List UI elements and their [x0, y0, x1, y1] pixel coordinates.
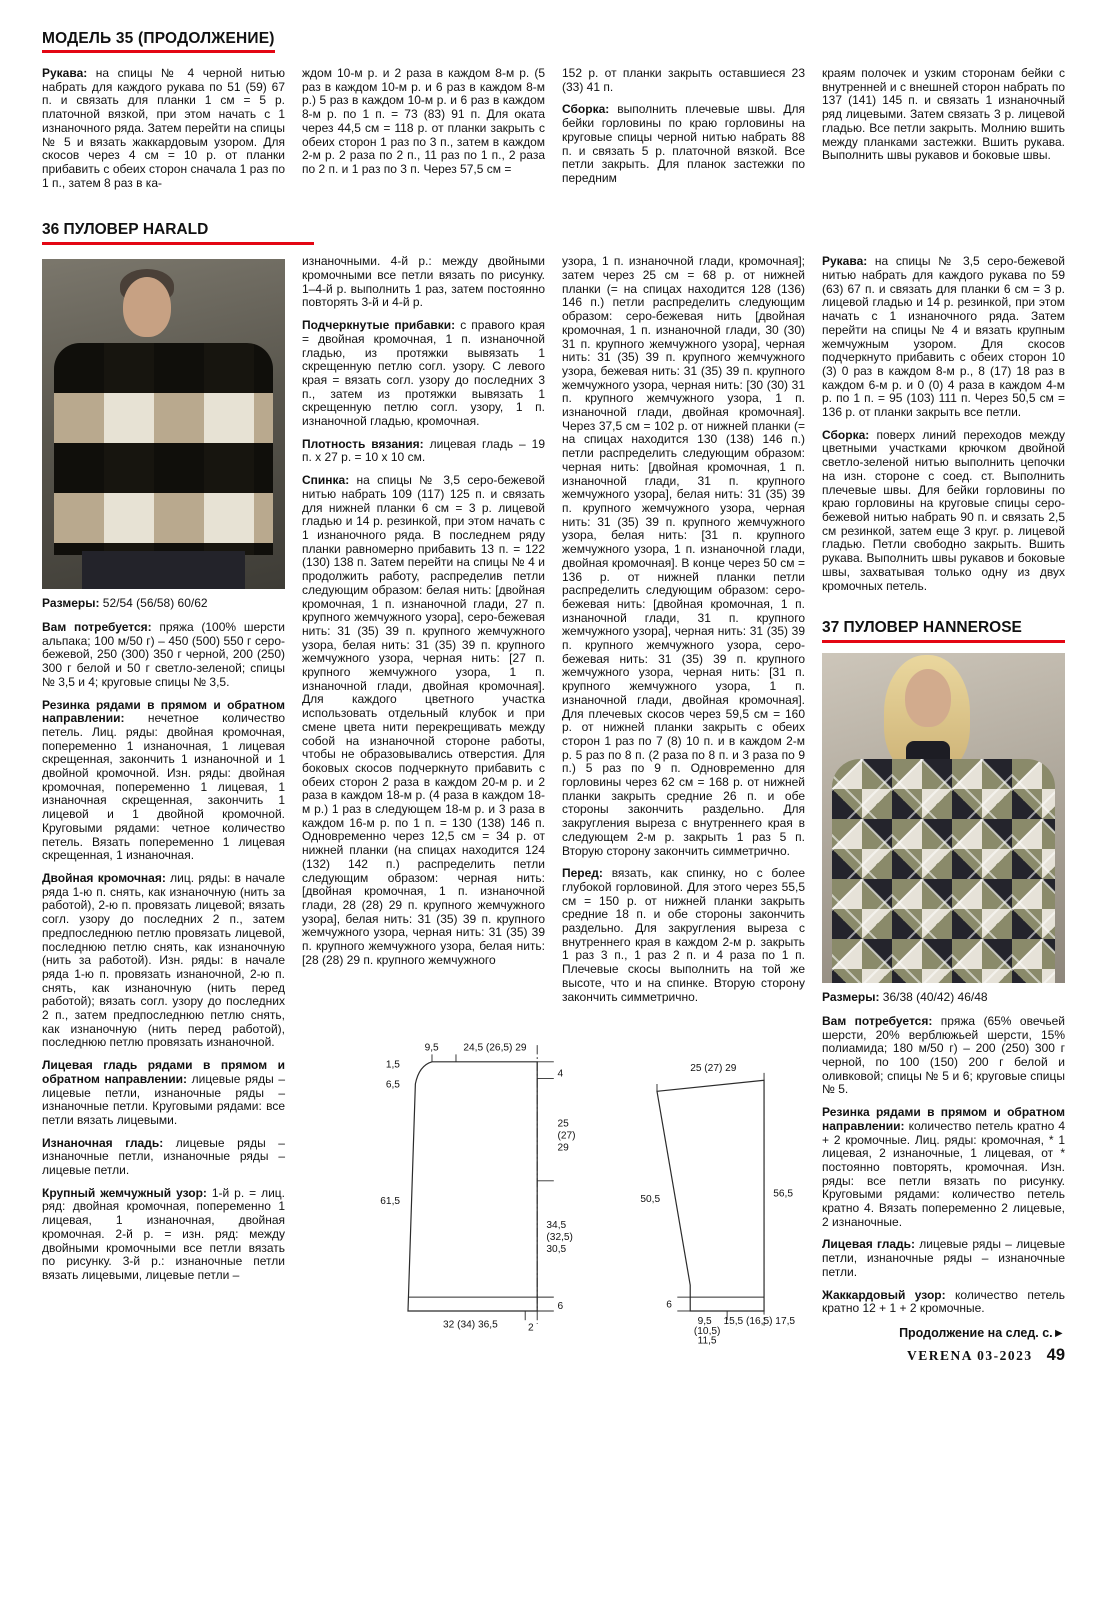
dim-top-width: 24,5 (26,5) 29	[463, 1043, 527, 1055]
dim-neck-depth: 6,5	[385, 1079, 400, 1091]
paragraph	[822, 1015, 1065, 1097]
paragraph-lead: Двойная кромочная:	[42, 870, 166, 885]
continuation-note	[822, 1326, 1065, 1340]
dim-side-height: 61,5	[380, 1196, 401, 1208]
sleeve-outline	[657, 1081, 764, 1312]
dim-slit: 2	[527, 1322, 534, 1334]
paragraph-lead: Рукава:	[822, 254, 868, 269]
woman-argyle-sweater	[832, 759, 1055, 983]
paragraph-lead: Крупный жемчужный узор:	[42, 1185, 207, 1200]
man-checkered-sweater	[54, 343, 273, 555]
s36-column-4	[822, 255, 1065, 1365]
paragraph-text: краям полочек и узким сторонам бейки с внутренней и с внешней сторон набрать по 137 (141) 145 п. и связать 1 изнаночный ряд лицевыми. Затем связать 3 р. лицевой гладью. Все петли закрыть. Молнию вшить между планками застежки. Вшить рукава. Выполнить швы рукавов и боковые швы.	[822, 66, 1065, 163]
paragraph	[822, 1289, 1065, 1316]
sleeve-schematic	[609, 1025, 805, 1357]
dim-armhole-3: 29	[557, 1142, 569, 1154]
paragraph-text: пряжа (65% овечьей шерсти, 20% верблюжьей шерсти, 15% полиамида; 180 м/50 г) – 200 (250) 300 г черной, по 100 (150) 200 г белой и оливковой; спицы № 5 и 6; круговые спицы № 5.	[822, 1013, 1065, 1097]
man-pants	[82, 551, 245, 589]
section37-title: 37 ПУЛОВЕР HANNEROSE	[822, 619, 1065, 643]
sizes-lead: Размеры:	[42, 596, 100, 611]
section36	[42, 255, 1065, 1365]
paragraph	[562, 255, 805, 858]
paragraph-lead: Вам потребуется:	[42, 620, 152, 635]
arrow-right-icon: ►	[1052, 1325, 1065, 1340]
s36-column-3	[562, 255, 805, 1013]
paragraph	[42, 1059, 285, 1128]
m35-column-4	[822, 67, 1065, 199]
section36-title: 36 ПУЛОВЕР HARALD	[42, 221, 314, 245]
paragraph-text: с правого края = двойная кромочная, 1 п. изнаночной гладью, из протяжки вывязать 1 скрещенную петлю согл. узору. С левого края = вязать согл. узору до последних 3 п., затем из протяжки вывязать 1 скрещенную петлю согл. узору, 1 п. изнаночной гладью, кромочная.	[302, 318, 545, 429]
dim-armhole-1: 25	[557, 1118, 569, 1130]
paragraph-text: лиц. ряды: в начале ряда 1-ю п. снять, как изнаночную (нить за работой), 2-ю п. провязать лицевой; вязать согл. узору до последних 2 п., затем предпоследнюю петлю провязать лицевой, последнюю петлю снять, как изнаночную (нить за работой). Изн. ряды: в начале ряда 1-ю п. провязать изнаночной, 2-ю п. снять, как изнаночную (нить перед работой); вязать согл. узору до последних 2 п., затем предпоследнюю петлю снять, как изнаночную (нить перед работой), последнюю петлю провязать изнаночной.	[42, 870, 285, 1050]
paragraph-lead: Резинка рядами в прямом и обратном направлении:	[42, 697, 285, 726]
sizes-lead: Размеры:	[822, 990, 880, 1005]
paragraph-text: лицевые ряды – лицевые петли, изнаночные ряды – изнаночные петли. Круговыми рядами: все петли вязать лицевыми.	[42, 1071, 285, 1127]
sizes-line	[822, 991, 1065, 1005]
knitting-schematics	[336, 1025, 805, 1357]
paragraph-text: на спицы № 4 черной нитью набрать для каждого рукава по 51 (59) 67 п. и связать для планки 1 см = 5 р. платочной вязкой, при этом начать с 1 изнаночного ряда. Затем перейти на спицы № 5 и вязать жаккардовым узором. Для скосов через 4 см = 10 р. от планки прибавить с обеих сторон сначала 1 раз по 1 п., затем 8 раз в ка-	[42, 66, 285, 190]
s36-column-2	[302, 255, 545, 1013]
dim-bottom-width: 32 (34) 36,5	[443, 1319, 498, 1331]
sizes-line	[42, 597, 285, 611]
s36-column-1	[42, 255, 285, 1365]
paragraph	[302, 438, 545, 465]
dim-neck-rise: 1,5	[385, 1059, 400, 1071]
paragraph-text: лицевые ряды – лицевые петли, изнаночные ряды – изнаночные петли.	[822, 1237, 1065, 1279]
dim-sleeve-top: 25 (27) 29	[690, 1063, 737, 1075]
dim-sleeve-left: 50,5	[640, 1194, 661, 1206]
dim-hem-band: 6	[557, 1301, 564, 1313]
paragraph	[562, 103, 805, 185]
body-schematic	[336, 1025, 583, 1357]
paragraph-lead: Спинка:	[302, 473, 350, 488]
dim-lower-2: (32,5)	[546, 1232, 573, 1244]
sizes-text: 52/54 (56/58) 60/62	[99, 596, 208, 611]
paragraph-lead: Подчеркнутые прибавки:	[302, 318, 456, 333]
paragraph-text: количество петель кратно 4 + 2 кромочные. Лиц. ряды: кромочная, * 1 лицевая, 2 изнаночные, 1 лицевая, от * постоянно повторять, кромочная. Изн. ряды: все петли вязать по рисунку. Круговыми рядами: количество петель кратно 4. Вязать попеременно 2 лицевые, 2 изнаночные.	[822, 1118, 1065, 1229]
paragraph	[562, 67, 805, 94]
paragraph	[562, 867, 805, 1004]
paragraph-text: поверх линий переходов между цветными участками крючком двойной светло-зеленой нитью выполнить цепочки на изн. стороне с соед. ст. Выполнить плечевые швы. Для бейки горловины по краю горловины на круговые спицы серо-бежевой нитью набрать 90 п. и связать 2,5 см резинкой, затем еще 3 круг. р. лицевой гладью. Петли свободно закрыть. Вшить рукава. Выполнить швы рукавов и боковые швы, захватывая только одну из двух кромочных петель.	[822, 427, 1065, 593]
s36-middle-columns	[302, 255, 805, 1013]
m35-column-2	[302, 67, 545, 199]
paragraph	[302, 67, 545, 177]
paragraph	[822, 255, 1065, 419]
dim-cuff-1: 9,5	[697, 1316, 713, 1328]
dim-cuff-3: 11,5	[697, 1335, 717, 1347]
paragraph-lead: Плотность вязания:	[302, 436, 424, 451]
paragraph-text: нечетное количество петель. Лиц. ряды: двойная кромочная, попеременно 1 изнаночная, 1 лицевая скрещенная, закончить 1 изнаночной и 1 двойной кромочной. Изн. ряды: двойная кромочная, попеременно 1 лицевая, 1 изнаночная скрещенная, закончить 1 лицевой и 1 двойной кромочной. Круговыми рядами: четное количество петель. Вязать попеременно 1 лицевая скрещенная, 1 изнаночная.	[42, 711, 285, 863]
paragraph-text: пряжа (100% шерсти альпака; 100 м/50 г) – 450 (500) 550 г серо-бежевой, 250 (300) 350 г черной, 200 (250) 300 г белой и 50 г светло-зеленой; спицы № 3,5 и 4; круговые спицы № 3,5.	[42, 620, 285, 689]
dim-sleeve-right: 56,5	[773, 1188, 794, 1200]
paragraph-text: на спицы № 3,5 серо-бежевой нитью набрать 109 (117) 125 п. и связать для нижней планки 6 см = 3 р. лицевой гладью и 14 р. резинкой, при этом начать с 1 изнаночного ряда. В последнем ряду планки равномерно прибавить 13 п. = 122 (130) 138 п. Затем перейти на спицы № 4 и продолжить работу, распределив петли следующим образом: белая нить: [двойная кромочная, 1 п. изнаночной глади, 27 п. крупного жемчужного узора], серо-бежевая нить: 31 (35) 39 п. крупного жемчужного узора, белая нить: 31 (35) 39 п. крупного жемчужного узора, черная нить: [27 п. крупного жемчужного узора, 1 п. изнаночной глади, двойная кромочная]. Для каждого цветного участка использовать отдельный клубок и при смене цвета нити перекрещивать между собой на изнаночной стороне работы, чтобы не образовывались отверстия. Для боковых скосов подчеркнуто прибавить с обеих сторон 2 раза в каждом 20-м р. и 2 раза в каждом 18-м р. (4 раза в каждом 18-м р.) 1 раз в следующем 18-м р. и 3 раза в каждом 16-м р. по 1 п. = 130 (138) 146 п. Одновременно через 12,5 см = 34 р. от нижней планки (на спицах находится 124 (132) 142 п.) распределить петли следующим образом: черная нить: [двойная кромочная, 1 п. изнаночной глади, 28 (28) 29 п. крупного жемчужного узора], белая нить: 31 (35) 39 п. крупного жемчужного узора, черная нить: 31 (35) 39 п. крупного жемчужного узора, белая нить: [28 (28) 29 п. крупного жемчужного	[302, 473, 545, 967]
dim-right-top: 4	[557, 1068, 564, 1080]
paragraph-text: 152 р. от планки закрыть оставшиеся 23 (33) 41 п.	[562, 66, 805, 94]
paragraph	[42, 1137, 285, 1178]
paragraph	[822, 1238, 1065, 1279]
woman-head	[905, 669, 951, 727]
paragraph-lead: Резинка рядами в прямом и обратном направлении:	[822, 1105, 1065, 1133]
paragraph-lead: Сборка:	[562, 102, 610, 117]
paragraph-lead: Лицевая гладь:	[822, 1237, 915, 1252]
paragraph-text: на спицы № 3,5 серо-бежевой нитью набрать для каждого рукава по 59 (63) 67 п. и связать для планки 6 см = 3 р. лицевой гладью и 14 р. резинкой, при этом начать с 1 изнаночного ряда. Затем перейти на спицы № 4 и вязать крупным жемчужным узором. Для скосов подчеркнуто прибавить с обеих сторон 10 (3) 0 раз в каждом 8-м р., 8 (17) 18 раз в каждом 6-м р. и 0 (0) 4 раза в каждом 4-м р. по 1 п. = 95 (103) 111 п. Через 50,5 см = 136 р. от планки закрыть все петли.	[822, 254, 1065, 420]
paragraph-lead: Лицевая гладь рядами в прямом и обратном направлении:	[42, 1058, 285, 1086]
paragraph	[302, 255, 545, 310]
paragraph	[302, 474, 545, 967]
paragraph-text: узора, 1 п. изнаночной глади, кромочная]; затем через 25 см = 68 р. от нижней планки (= на спицах находится 128 (136) 146 п.) петли распределить следующим образом: серо-бежевая нить [двойная кромочная, 1 п. изнаночной глади, 30 (30) 31 п. крупного жемчужного узора], черная нить: 31 (35) 39 п. крупного жемчужного узора, бежевая нить: 31 (35) 39 п. крупного жемчужного узора, черная нить: [30 (30) 31 п. крупного жемчужного узора, 1 п. изнаночной глади, двойная кромочная]. Через 37,5 см = 102 р. от нижней планки (= на спицах находится 130 (138) 146 п.) петли распределить следующим образом: черная нить: [двойная кромочная, 1 п. изнаночной глади, 31 п. крупного жемчужного узора], белая нить: 31 (35) 39 п. крупного жемчужного узора, черная нить: 31 (35) 39 п. крупного жемчужного узора, белая нить: [31 п. крупного жемчужного узора, 1 п. изнаночной глади, двойная кромочная]. В конце через 50 см = 136 р. от нижней планки петли распределить следующим образом: серо-бежевая нить: [двойная кромочная, 1 п. изнаночной глади, 31 п. крупного жемчужного узора], черная нить: 31 (35) 39 п. крупного жемчужного узора, серо-бежевая нить: 31 (35) 39 п. крупного жемчужного узора, черная нить: [31 п. крупного жемчужного узора, 1 п. изнаночной глади, двойная кромочная]. Для плечевых скосов через 59,5 см = 160 р. от нижней планки закрыть с обеих сторон 1 раз по 7 (8) 10 п. и в каждом 2-м р. 5 раз по 8 п. (2 раза по 8 п. и 3 раза по 9 п.) 5 раз по 9 п. Одновременно для горловины через 62 см = 168 р. от нижней планки закрыть средние 26 п. и обе стороны закончить раздельно. Для закругления выреза с внутреннего края в следующем 2-м р. закрыть 1 раз 5 п. Вторую сторону закончить симметрично.	[562, 254, 805, 858]
paragraph	[822, 67, 1065, 163]
dim-cuff-band: 6	[666, 1299, 673, 1311]
paragraph-text: вязать, как спинку, но с более глубокой горловиной. Для этого через 55,5 см = 150 р. от нижней планки закрыть средние 18 п. и обе стороны закончить раздельно. Для закругления выреза с внутреннего края в каждом 2-м р. закрыть 1 раз 3 п., 1 раз 2 п. и 4 раза по 1 п. Плечевые скосы выполнить на той же высоте, что и на спинке. Вторую сторону закончить симметрично.	[562, 866, 805, 1004]
paragraph-lead: Перед:	[562, 866, 603, 881]
paragraph	[42, 67, 285, 190]
model35-title: МОДЕЛЬ 35 (ПРОДОЛЖЕНИЕ)	[42, 30, 275, 53]
dim-lower-1: 34,5	[546, 1220, 567, 1232]
man-head	[123, 277, 171, 337]
dim-lower-3: 30,5	[546, 1244, 567, 1256]
page-header	[42, 30, 1065, 67]
sizes-text: 36/38 (40/42) 46/48	[879, 990, 988, 1005]
photo-woman-argyle-sweater	[822, 653, 1065, 983]
paragraph-lead: Жаккардовый узор:	[822, 1287, 946, 1302]
dim-shoulder: 9,5	[424, 1043, 439, 1055]
m35-column-3	[562, 67, 805, 199]
paragraph-lead: Сборка:	[822, 427, 870, 442]
page-footer	[822, 1346, 1065, 1365]
paragraph-text: выполнить плечевые швы. Для бейки горловины по краю горловины на круговые спицы черной нитью набрать 88 п. и связать 5 р. платочной вязкой. Все петли закрыть. Для планок застежки по передним	[562, 102, 805, 185]
paragraph-text: количество петель кратно 12 + 1 + 2 кромочные.	[822, 1287, 1065, 1316]
paragraph-text: 1-й р. = лиц. ряд: двойная кромочная, попеременно 1 лицевая, 1 изнаночная, двойная кромочная. 2-й р. = изн. ряд: между двойными кромочными все петли вязать по рисунку. 3-й р.: изнаночные петли вязать лицевыми, лицевые петли –	[42, 1185, 285, 1282]
dim-armhole-2: (27)	[557, 1130, 576, 1142]
magazine-brand: VERENA 03-2023	[907, 1347, 1033, 1363]
paragraph	[42, 1187, 285, 1283]
s36-middle	[302, 255, 805, 1365]
dim-sleeve-bottom: 15,5 (16,5) 17,5	[723, 1316, 796, 1328]
paragraph-text: изнаночными. 4-й р.: между двойными кромочными все петли вязать по рисунку. 1–4-й р. выполнить 1 раз, затем постоянно повторять 3-й и 4-й р.	[302, 254, 545, 310]
paragraph-text: ждом 10-м р. и 2 раза в каждом 8-м р. (5 раз в каждом 10-м р. и 6 раз в каждом 8-м р.) 5 раз в каждом 10-м р. и 6 раз в каждом 8-м р. по 1 п. = 73 (83) 91 п. Для оката через 44,5 см = 118 р. от планки закрыть с обеих сторон 1 раз по 3 п., затем в каждом 2-м р. 2 раза по 2 п., 11 раз по 1 п., 2 раза по 2 п. и 1 раз по 3 п. Через 57,5 см =	[302, 66, 545, 176]
paragraph	[822, 429, 1065, 593]
paragraph	[42, 872, 285, 1050]
paragraph-lead: Изнаночная гладь:	[42, 1135, 164, 1150]
paragraph	[822, 1106, 1065, 1229]
body-outline	[408, 1062, 537, 1311]
model35-section	[42, 67, 1065, 199]
paragraph	[302, 319, 545, 429]
photo-man-checkered-sweater	[42, 259, 285, 589]
paragraph-text: лицевая гладь – 19 п. х 27 р. = 10 х 10 см.	[302, 436, 545, 465]
paragraph	[42, 699, 285, 863]
continuation-text: Продолжение на след. с.	[899, 1325, 1053, 1340]
page-number: 49	[1046, 1345, 1065, 1364]
paragraph-text: лицевые ряды – изнаночные петли, изнаночные ряды – лицевые петли.	[42, 1135, 285, 1178]
paragraph-lead: Рукава:	[42, 66, 88, 80]
paragraph	[42, 621, 285, 690]
m35-column-1	[42, 67, 285, 199]
dim-cuff-2: (10,5)	[694, 1326, 721, 1338]
paragraph-lead: Вам потребуется:	[822, 1013, 933, 1028]
